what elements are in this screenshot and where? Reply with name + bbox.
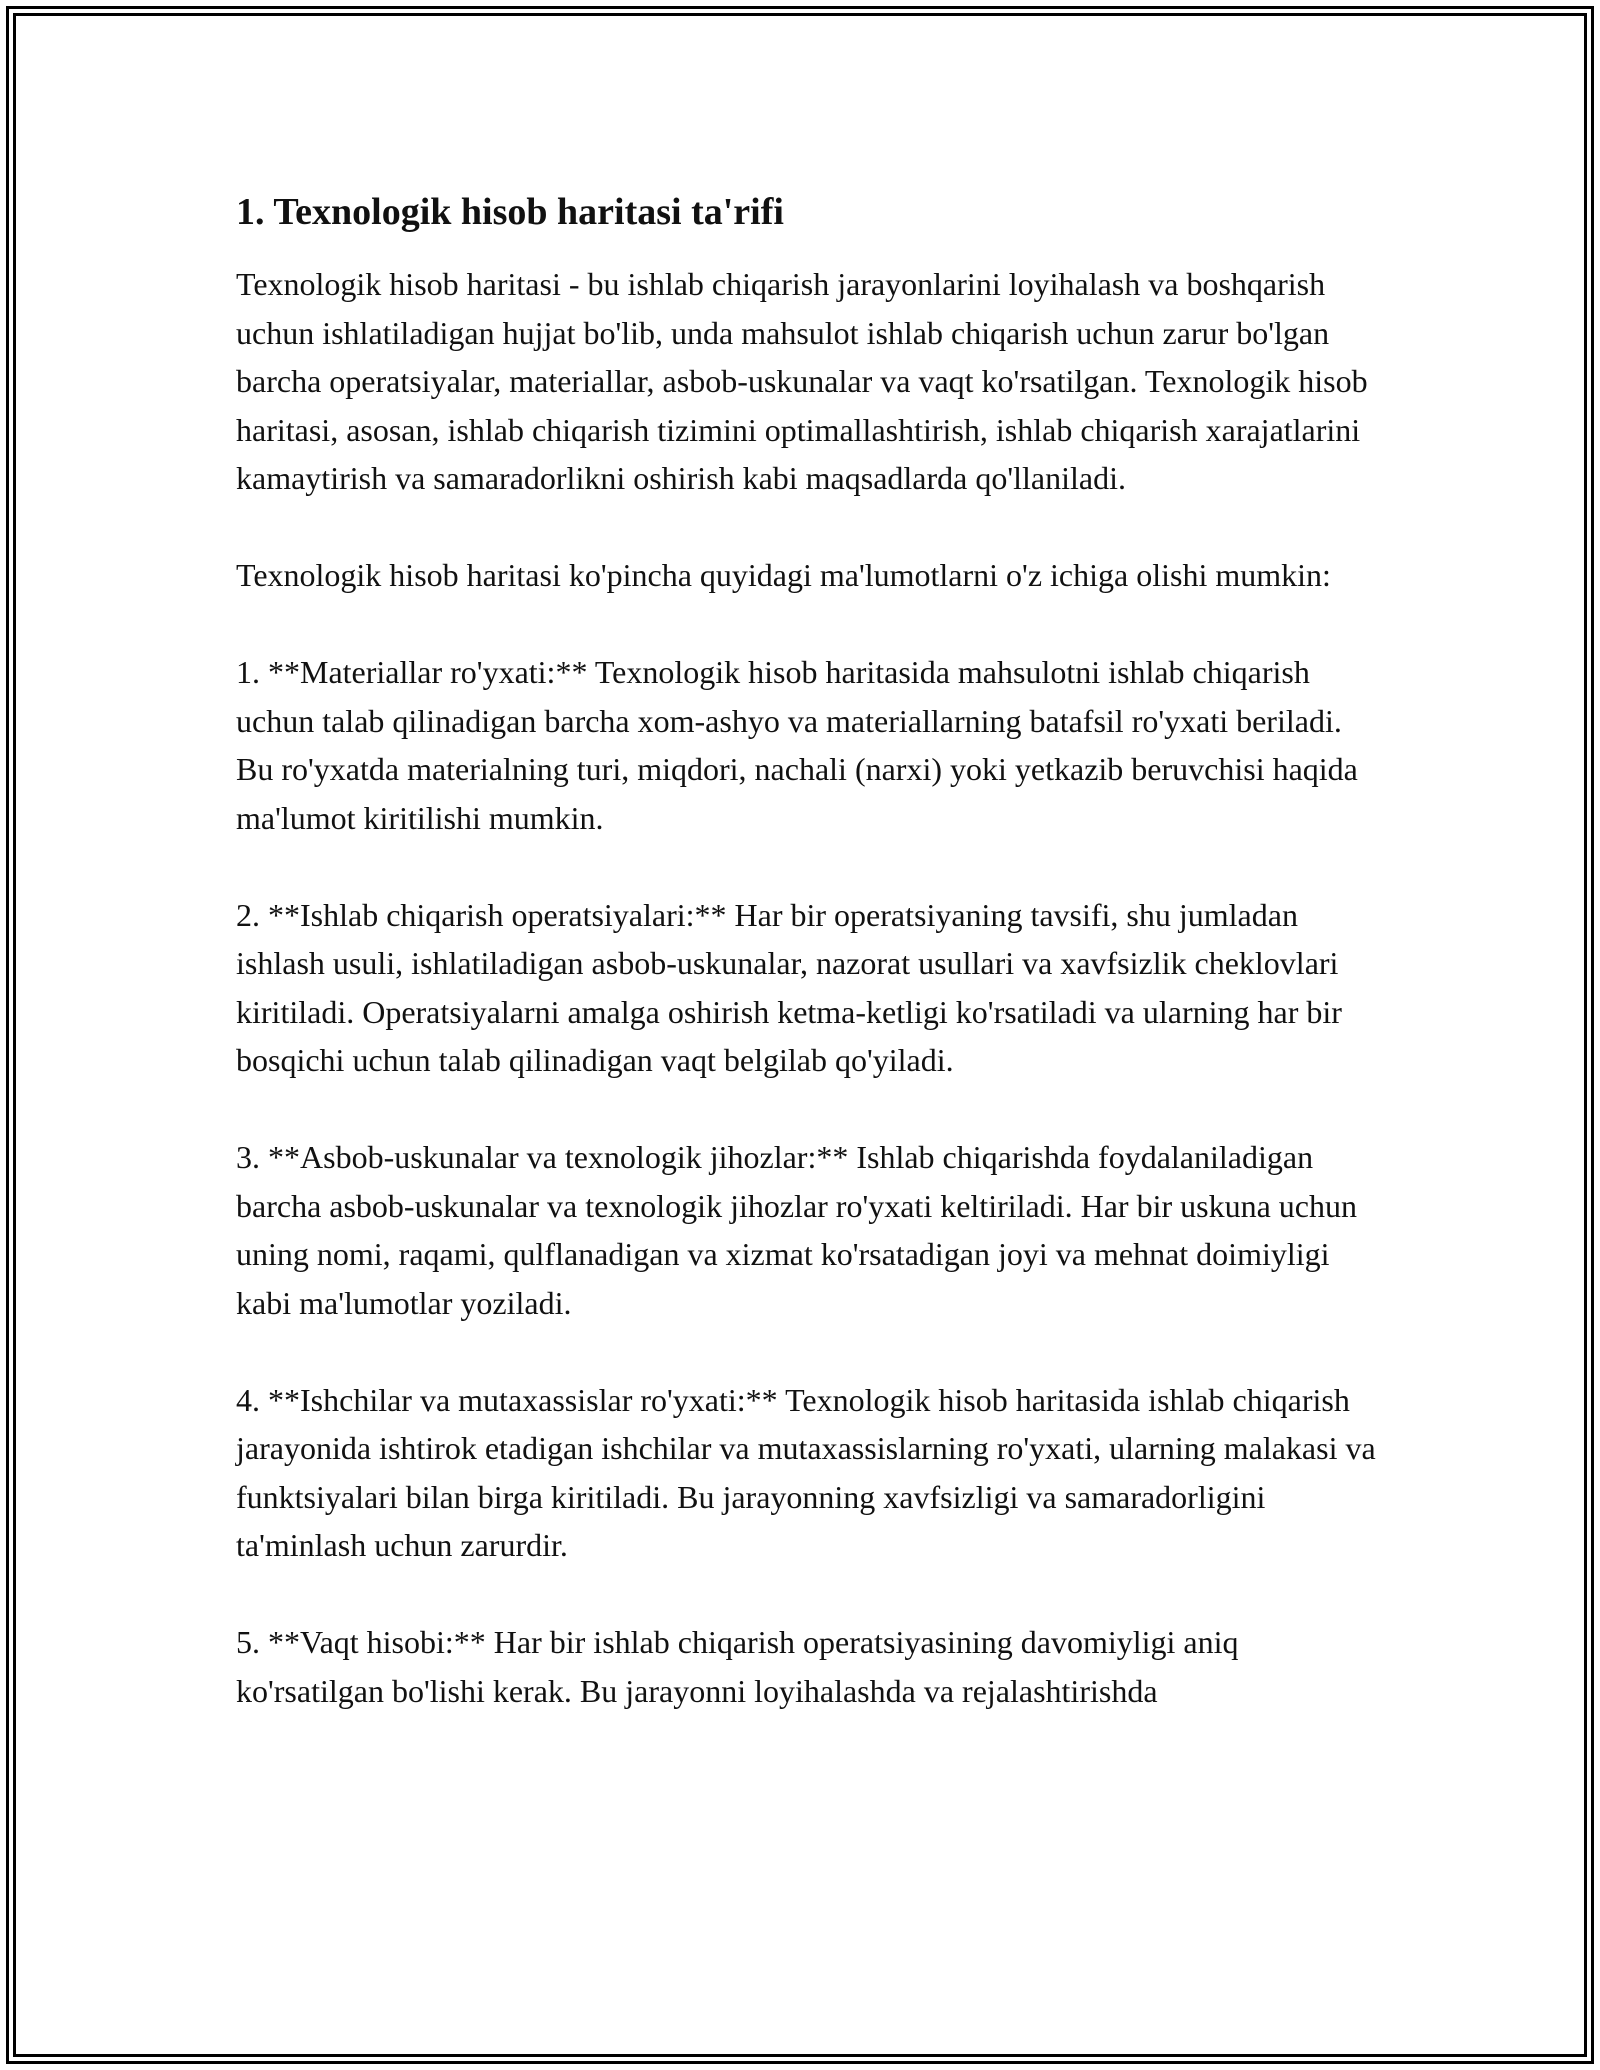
document-body [236, 186, 1376, 1764]
list-item-workers: 4. **Ishchilar va mutaxassislar ro'yxati:** Texnologik hisob haritasida ishlab chiqarish jarayonida ishtirok etadigan ishchilar va mutaxassislarning ro'yxati, ularning malakasi va funktsiyalari bilan birga kiritiladi. Bu jarayonning xavfsizligi va samaradorligini ta'minlash uchun zarurdir. [236, 1381, 1376, 1563]
list-item-time: 5. **Vaqt hisobi:** Har bir ishlab chiqarish operatsiyasining davomiyligi aniq ko'rsatilgan bo'lishi kerak. Bu jarayonni loyihalashda va rejalashtirishda [236, 1624, 1239, 1709]
list-item-operations: 2. **Ishlab chiqarish operatsiyalari:** Har bir operatsiyaning tavsifi, shu jumladan ishlash usuli, ishlatiladigan asbob-uskunalar, nazorat usullari va xavfsizlik cheklovlari kiritiladi. Operatsiyalarni amalga oshirish ketma-ketligi ko'rsatiladi va ularning har bir bosqichi uchun talab qilinadigan vaqt belgilab qo'yiladi. [236, 896, 1342, 1078]
paragraph-intro-list: Texnologik hisob haritasi ko'pincha quyidagi ma'lumotlarni o'z ichiga olishi mumkin: [236, 557, 1331, 593]
list-item-equipment: 3. **Asbob-uskunalar va texnologik jihozlar:** Ishlab chiqarishda foydalaniladigan barcha asbob-uskunalar va texnologik jihozlar ro'yxati keltiriladi. Har bir uskuna uchun uning nomi, raqami, qulflanadigan va xizmat ko'rsatadigan joyi va mehnat doimiyligi kabi ma'lumotlar yoziladi. [236, 1139, 1357, 1321]
list-item-materials: 1. **Materiallar ro'yxati:** Texnologik hisob haritasida mahsulotni ishlab chiqarish uchun talab qilinadigan barcha xom-ashyo va materiallarning batafsil ro'yxati beriladi. Bu ro'yxatda materialning turi, miqdori, nachali (narxi) yoki yetkazib beruvchisi haqida ma'lumot kiritilishi mumkin. [236, 654, 1358, 836]
paragraph-definition: Texnologik hisob haritasi - bu ishlab chiqarish jarayonlarini loyihalash va boshqarish uchun ishlatiladigan hujjat bo'lib, unda mahsulot ishlab chiqarish uchun zarur bo'lgan barcha operatsiyalar, materiallar, asbob-uskunalar va vaqt ko'rsatilgan. Texnologik hisob haritasi, asosan, ishlab chiqarish tizimini optimallashtirish, ishlab chiqarish xarajatlarini kamaytirish va samaradorlikni oshirish kabi maqsadlarda qo'llaniladi. [236, 266, 1368, 496]
section-title: 1. Texnologik hisob haritasi ta'rifi [236, 191, 784, 233]
